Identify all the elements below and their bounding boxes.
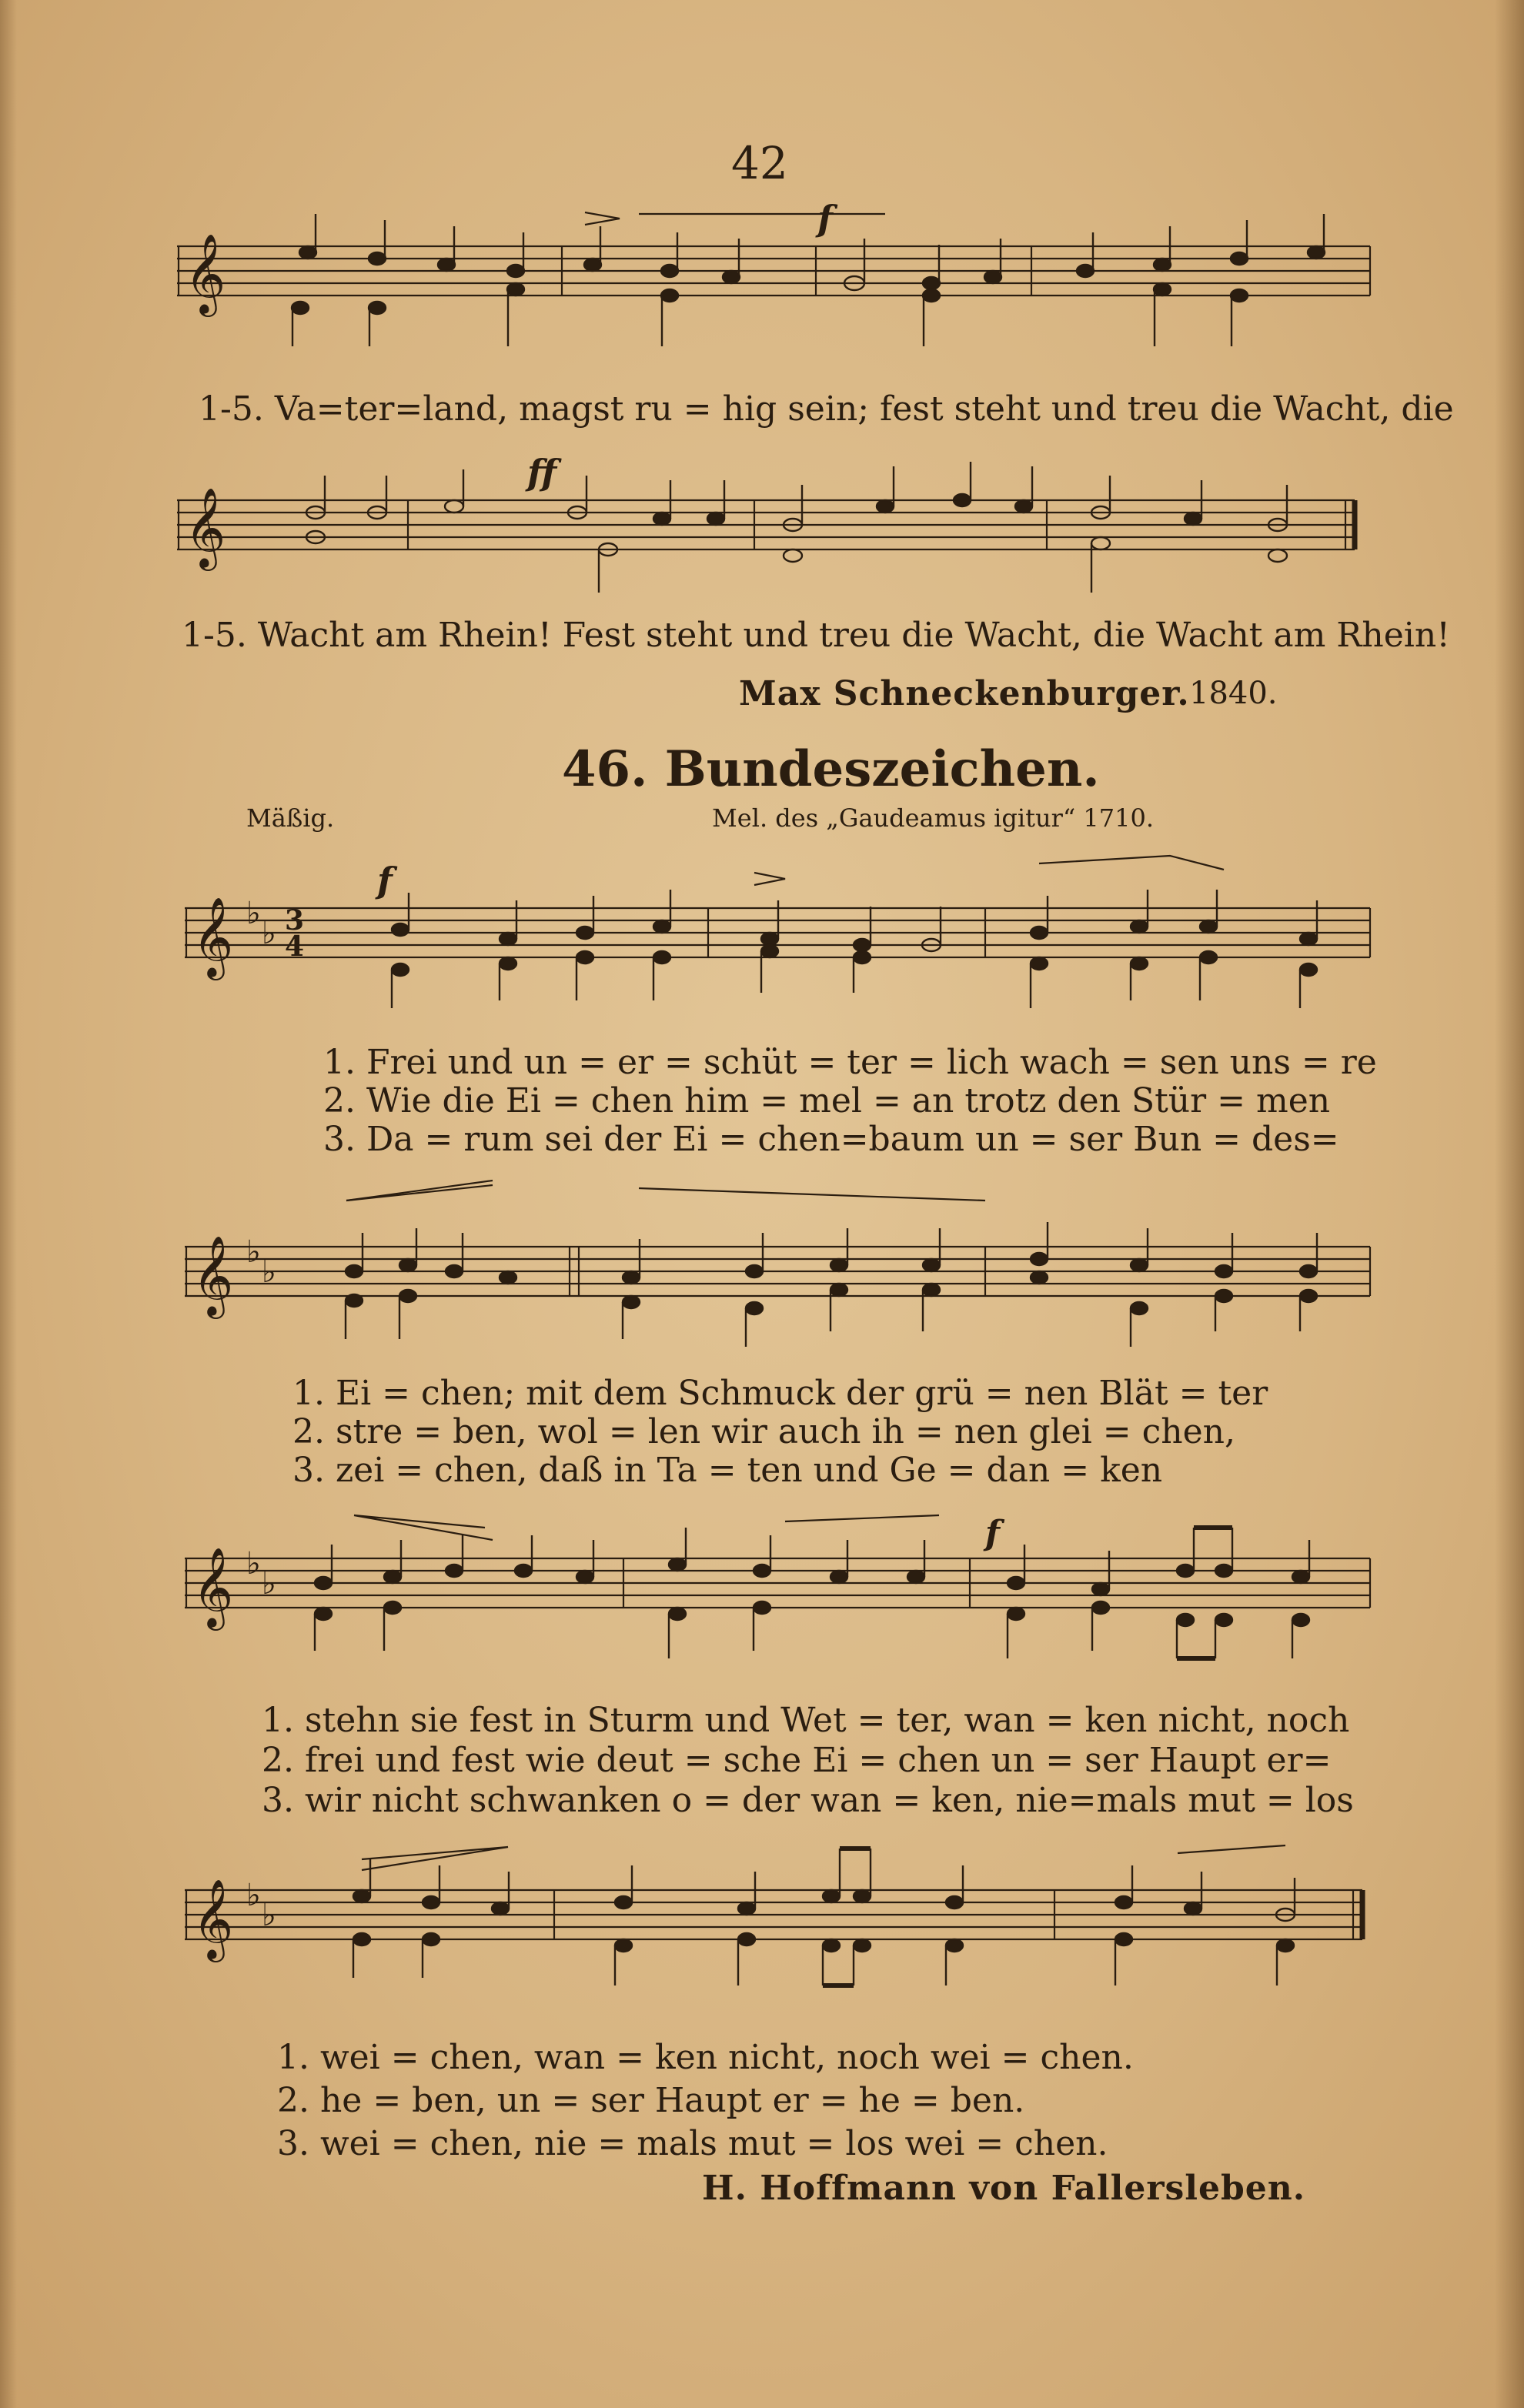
svg-text:𝄞: 𝄞: [192, 897, 234, 977]
song45-staff-1: [177, 192, 1378, 392]
page-edge-shadow-right: [1495, 0, 1524, 2408]
song46-s4-verse-2: 2. he = ben, un = ser Haupt er = he = ben.: [277, 2081, 1025, 2120]
svg-text:𝄞: 𝄞: [192, 1235, 234, 1316]
svg-text:♭: ♭: [262, 1566, 276, 1601]
song46-s3-verse-1: 1. stehn sie fest in Sturm und Wet = ter, wan = ken nicht, noch: [262, 1701, 1350, 1740]
song46-staff-1: [185, 847, 1385, 1039]
song46-s2-verse-3: 3. zei = chen, daß in Ta = ten und Ge = dan = ken: [292, 1451, 1163, 1490]
svg-text:𝄞: 𝄞: [185, 233, 226, 314]
song46-s3-verse-2: 2. frei und fest wie deut = sche Ei = chen un = ser Haupt er=: [262, 1741, 1332, 1780]
page-edge-shadow-left: [0, 0, 17, 2408]
song46-title: 46. Bundeszeichen.: [562, 740, 1100, 798]
song46-s1-verse-1: 1. Frei und un = er = schüt = ter = lich wach = sen uns = re: [323, 1043, 1377, 1082]
song46-author: H. Hoffmann von Fallersleben.: [702, 2169, 1306, 2208]
svg-text:♭: ♭: [246, 896, 261, 931]
song45-staff-2: [177, 439, 1378, 623]
svg-text:♭: ♭: [246, 1546, 261, 1581]
svg-text:𝄞: 𝄞: [192, 1547, 234, 1628]
song46-s1-verse-2: 2. Wie die Ei = chen him = mel = an trotz den Stür = men: [323, 1081, 1331, 1121]
svg-text:♭: ♭: [262, 1898, 276, 1933]
time-signature-top: 3: [285, 904, 305, 937]
song46-s4-verse-3: 3. wei = chen, nie = mals mut = los wei = chen.: [277, 2124, 1108, 2163]
svg-text:♭: ♭: [246, 1878, 261, 1913]
song45-lyric-1: 1-5. Va=ter=land, magst ru = hig sein; fest steht und treu die Wacht, die: [199, 389, 1454, 429]
dynamic-forte-2: f: [985, 1514, 1000, 1553]
page-number: 42: [731, 137, 788, 189]
time-signature-bottom: 4: [285, 930, 305, 963]
dynamic-fortissimo: ff: [527, 452, 557, 493]
song46-s3-verse-3: 3. wir nicht schwanken o = der wan = ken, nie=mals mut = los: [262, 1781, 1354, 1820]
song46-staff-2: [185, 1162, 1385, 1362]
song46-tempo: Mäßig.: [246, 803, 335, 833]
song45-author: Max Schneckenburger.: [739, 674, 1190, 713]
song46-staff-3: [185, 1505, 1385, 1705]
svg-text:𝄞: 𝄞: [192, 1879, 234, 1959]
song45-year: 1840.: [1189, 676, 1278, 711]
dynamic-forte: f: [817, 198, 833, 239]
song46-s2-verse-1: 1. Ei = chen; mit dem Schmuck der grü = nen Blät = ter: [292, 1374, 1268, 1413]
song46-s4-verse-1: 1. wei = chen, wan = ken nicht, noch wei = chen.: [277, 2038, 1134, 2077]
dynamic-forte: f: [377, 860, 393, 901]
song46-s2-verse-2: 2. stre = ben, wol = len wir auch ih = nen glei = chen,: [292, 1412, 1235, 1451]
song46-staff-4: [185, 1832, 1385, 2032]
song45-lyric-2: 1-5. Wacht am Rhein! Fest steht und treu die Wacht, die Wacht am Rhein!: [182, 616, 1450, 655]
svg-text:♭: ♭: [262, 1254, 276, 1290]
svg-text:𝄞: 𝄞: [185, 487, 226, 568]
svg-text:♭: ♭: [262, 916, 276, 951]
svg-text:♭: ♭: [246, 1234, 261, 1270]
song46-melody-source: Mel. des „Gaudeamus igitur“ 1710.: [712, 803, 1155, 833]
song46-s1-verse-3: 3. Da = rum sei der Ei = chen=baum un = ser Bun = des=: [323, 1120, 1339, 1159]
